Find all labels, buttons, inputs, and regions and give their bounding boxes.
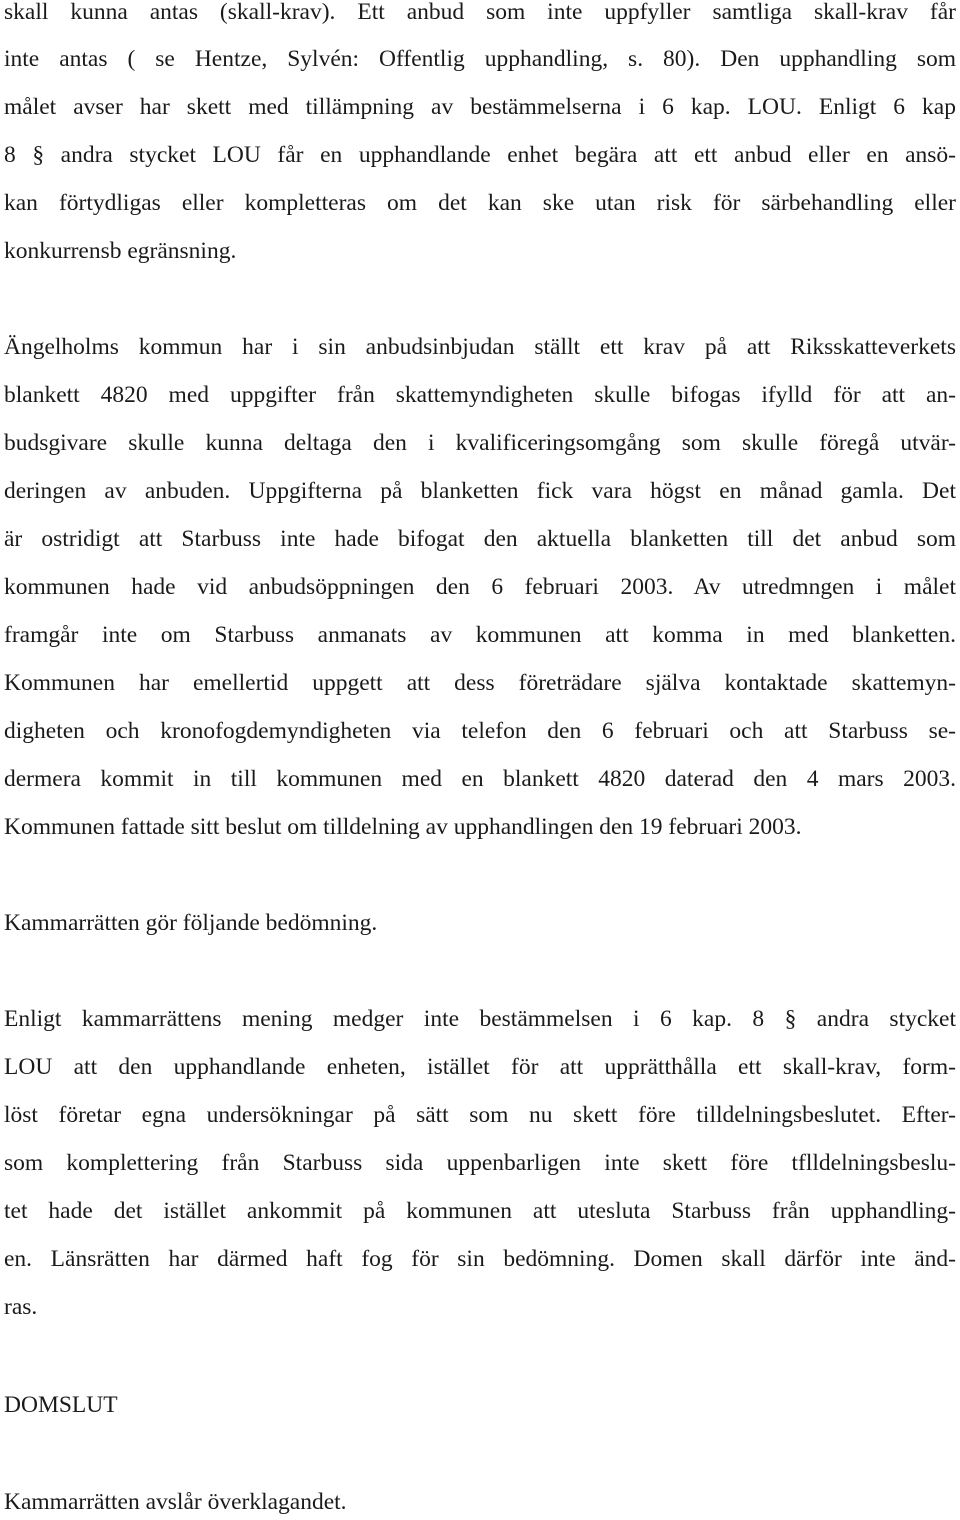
text-line: Kommunen har emellertid uppgett att dess företrädare själva kontaktade skattemyn- (4, 670, 956, 696)
text-line: är ostridigt att Starbuss inte hade bifogat den aktuella blanketten till det anbud som (4, 526, 956, 552)
text-line: en. Länsrätten har därmed haft fog för sin bedömning. Domen skall därför inte änd- (4, 1246, 956, 1272)
section-heading: DOMSLUT (4, 1392, 118, 1418)
text-line: digheten och kronofogdemyndigheten via telefon den 6 februari och att Starbuss se- (4, 718, 956, 744)
text-line: konkurrensb egränsning. (4, 238, 237, 264)
text-line: ras. (4, 1294, 38, 1320)
text-line: skall kunna antas (skall-krav). Ett anbud som inte uppfyller samtliga skall-krav får (4, 0, 956, 25)
document-page (4, 0, 956, 1520)
text-line: kommunen hade vid anbudsöppningen den 6 februari 2003. Av utredmngen i målet (4, 574, 956, 600)
text-line: målet avser har skett med tillämpning av bestämmelserna i 6 kap. LOU. Enligt 6 kap (4, 94, 956, 120)
text-line: dermera kommit in till kommunen med en blankett 4820 daterad den 4 mars 2003. (4, 766, 956, 792)
ruling-text: Kammarrätten avslår överklagandet. (4, 1489, 347, 1515)
text-line: Kommunen fattade sitt beslut om tilldelning av upphandlingen den 19 februari 2003. (4, 814, 802, 840)
text-line: Ängelholms kommun har i sin anbudsinbjudan ställt ett krav på att Riksskatteverkets (4, 334, 956, 360)
text-line: 8 § andra stycket LOU får en upphandlande enhet begära att ett anbud eller en ansö- (4, 142, 956, 168)
text-line: Enligt kammarrättens mening medger inte bestämmelsen i 6 kap. 8 § andra stycket (4, 1006, 956, 1032)
text-line: kan förtydligas eller kompletteras om det kan ske utan risk för särbehandling eller (4, 190, 956, 216)
text-line: deringen av anbuden. Uppgifterna på blanketten fick vara högst en månad gamla. Det (4, 478, 956, 504)
text-line: framgår inte om Starbuss anmanats av kommunen att komma in med blanketten. (4, 622, 956, 648)
text-line: tet hade det istället ankommit på kommunen att utesluta Starbuss från upphandling- (4, 1198, 956, 1224)
text-line: som komplettering från Starbuss sida uppenbarligen inte skett före tflldelningsbeslu- (4, 1150, 956, 1176)
text-line: inte antas ( se Hentze, Sylvén: Offentlig upphandling, s. 80). Den upphandling som (4, 46, 956, 72)
text-line: Kammarrätten gör följande bedömning. (4, 910, 378, 936)
text-line: löst företar egna undersökningar på sätt som nu skett före tilldelningsbeslutet. Efter- (4, 1102, 956, 1128)
text-line: LOU att den upphandlande enheten, istället för att upprätthålla ett skall-krav, form- (4, 1054, 956, 1080)
text-line: blankett 4820 med uppgifter från skattemyndigheten skulle bifogas ifylld för att an- (4, 382, 956, 408)
text-line: budsgivare skulle kunna deltaga den i kvalificeringsomgång som skulle föregå utvär- (4, 430, 956, 456)
